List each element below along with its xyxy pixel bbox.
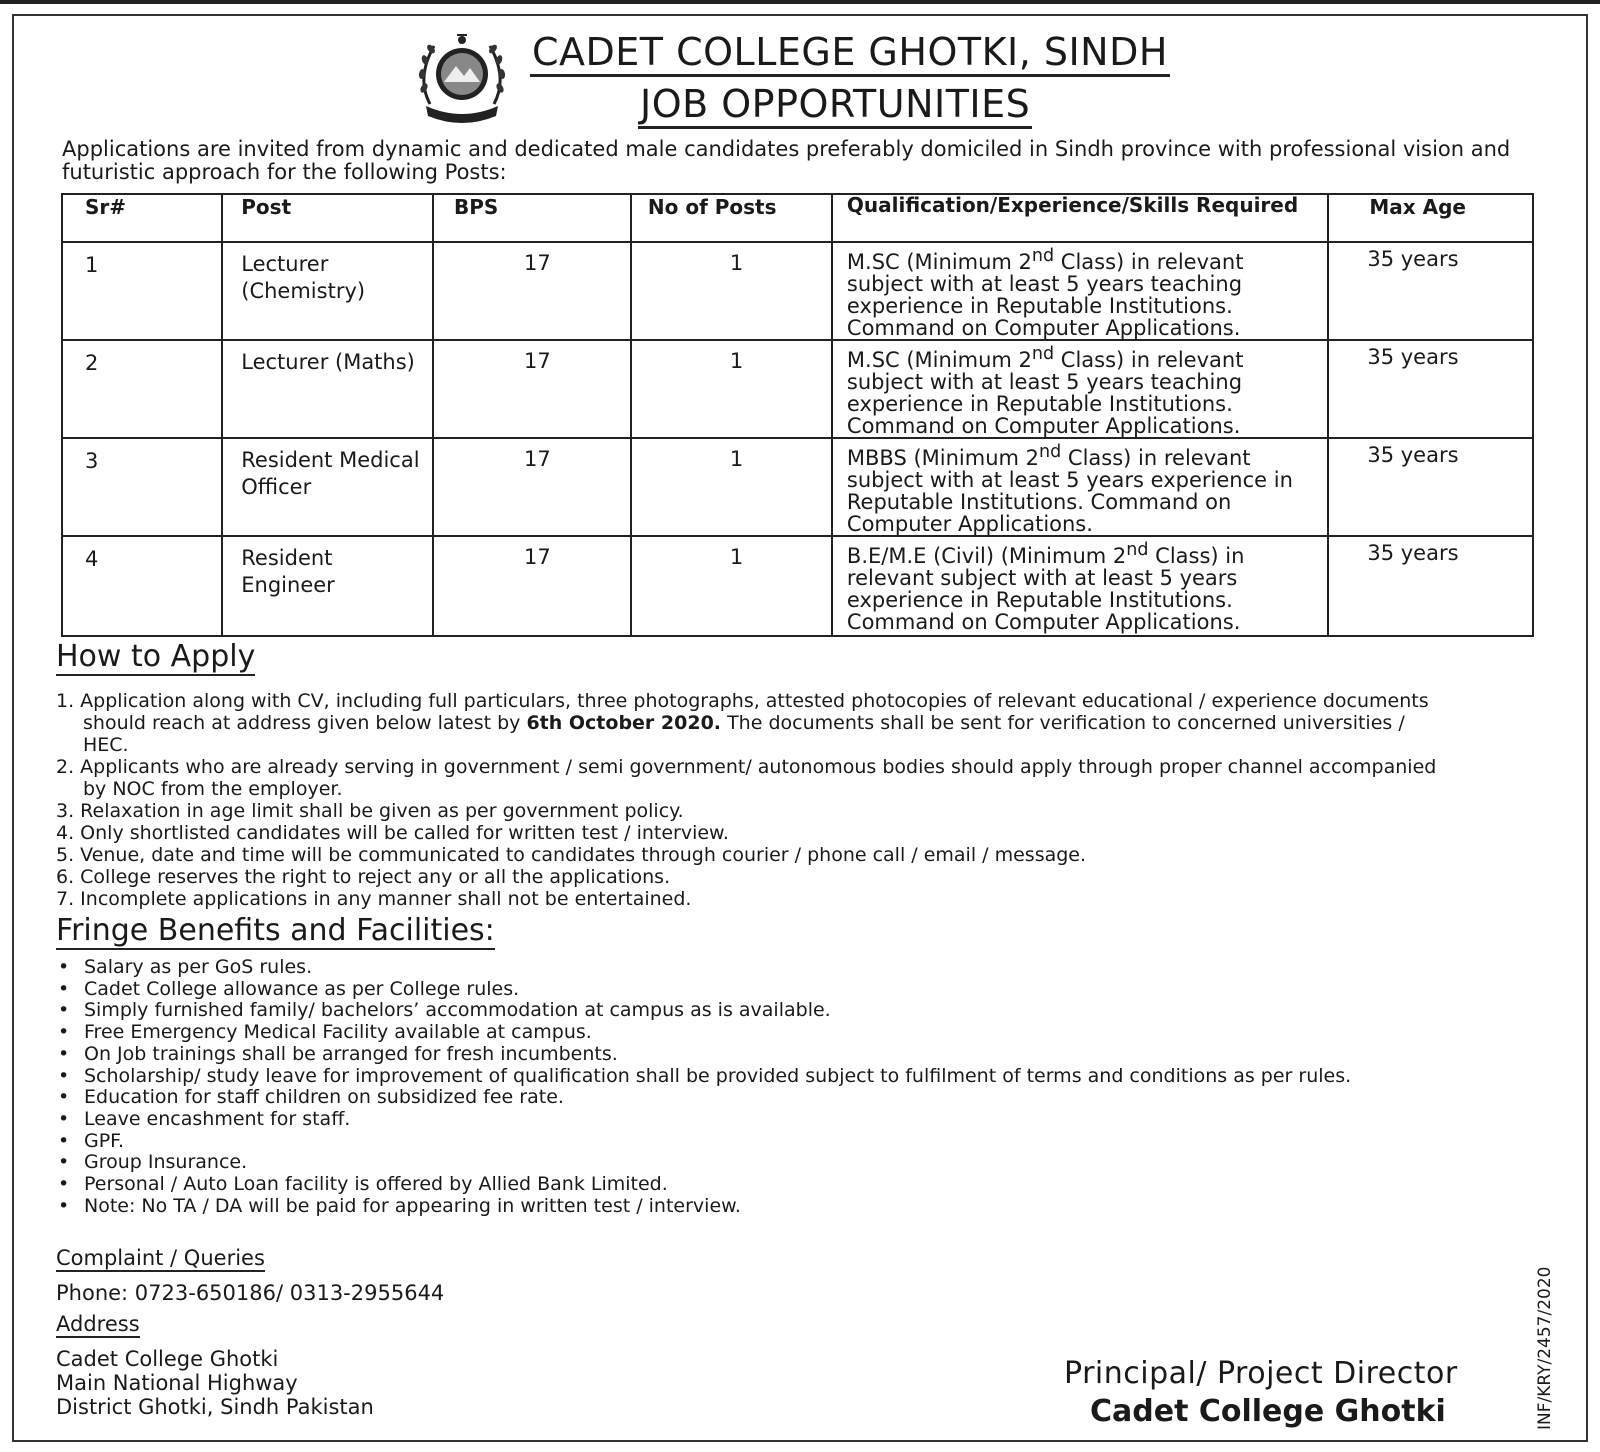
- address-heading: Address: [56, 1312, 140, 1336]
- qual-text: Class) in relevant subject with at least 5 years teaching experience in Reputable Institutions. Command on Computer Applications.: [846, 250, 1244, 340]
- list-item-text: Scholarship/ study leave for improvement of qualification shall be provided subject to fulfilment of terms and conditions as per rules.: [84, 1064, 1352, 1087]
- cell-sr: 4: [62, 536, 222, 636]
- qual-superscript: nd: [1126, 540, 1149, 560]
- reference-number: INF/KRY/2457/2020: [1535, 1266, 1555, 1430]
- list-item-text: Simply furnished family/ bachelors’ accommodation at campus as is available.: [84, 999, 831, 1022]
- header-post: Post: [222, 194, 433, 242]
- top-rule: [0, 0, 1600, 4]
- qual-text: M.SC (Minimum 2: [846, 348, 1032, 372]
- list-item: [56, 1066, 1486, 1088]
- list-item-text: Free Emergency Medical Facility available at campus.: [84, 1021, 592, 1044]
- address-block: [56, 1347, 374, 1419]
- list-item: [56, 1196, 1486, 1218]
- list-item-text: On Job trainings shall be arranged for fresh incumbents.: [84, 1042, 618, 1065]
- cell-sr: 3: [62, 438, 222, 536]
- header-max-age: Max Age: [1328, 194, 1533, 242]
- list-item: 3. Relaxation in age limit shall be given as per government policy.: [56, 800, 684, 822]
- list-item-text: Leave encashment for staff.: [84, 1107, 351, 1130]
- cell-qualification: [832, 438, 1328, 536]
- qual-text: MBBS (Minimum 2: [846, 446, 1040, 470]
- qual-text: Class) in relevant subject with at least 5 years teaching experience in Reputable Institutions. Command on Computer Applications.: [846, 348, 1244, 438]
- cell-no-of-posts: 1: [631, 242, 832, 340]
- qual-superscript: nd: [1039, 442, 1062, 462]
- list-item: 4. Only shortlisted candidates will be called for written test / interview.: [56, 822, 729, 844]
- qual-text: M.SC (Minimum 2: [846, 250, 1032, 274]
- list-item-text: Note: No TA / DA will be paid for appearing in written test / interview.: [84, 1194, 741, 1217]
- cell-max-age: 35 years: [1328, 536, 1533, 636]
- table-row: [62, 536, 1533, 636]
- cell-qualification: [832, 536, 1328, 636]
- cell-post: Resident Medical Officer: [222, 438, 433, 536]
- header-qualification: Qualification/Experience/Skills Required: [832, 194, 1328, 242]
- fringe-benefits-heading: Fringe Benefits and Facilities:: [56, 913, 495, 948]
- complaint-heading: Complaint / Queries: [56, 1246, 265, 1270]
- address-line: Main National Highway: [56, 1371, 298, 1395]
- cell-qualification: [832, 340, 1328, 438]
- bullet-icon: •: [58, 1086, 70, 1109]
- cell-bps: 17: [433, 438, 631, 536]
- cell-sr: 2: [62, 340, 222, 438]
- intro-paragraph: Applications are invited from dynamic and dedicated male candidates preferably domiciled in Sindh province with professional vision and futuristic approach for the following Posts:: [62, 137, 1511, 184]
- list-item: [56, 979, 1486, 1001]
- table-row: [62, 340, 1533, 438]
- list-item: [56, 1152, 1486, 1174]
- list-item-text: 1. Application along with CV, including full particulars, three photographs, attested photocopies of relevant educational / experience documents should reach at address given below latest by: [56, 690, 1429, 734]
- list-item: [56, 1109, 1486, 1131]
- qual-superscript: nd: [1031, 246, 1055, 266]
- fringe-benefits-list: [56, 957, 1486, 1217]
- list-item-text: Group Insurance.: [84, 1151, 248, 1174]
- list-item: 2. Applicants who are already serving in government / semi government/ autonomous bodies should apply through proper channel accompanied by NOC from the employer.: [56, 756, 1437, 800]
- header-bps: BPS: [433, 194, 631, 242]
- list-item: 7. Incomplete applications in any manner shall not be entertained.: [56, 888, 692, 910]
- bullet-icon: •: [58, 1194, 70, 1217]
- bullet-icon: •: [58, 1129, 70, 1152]
- phone-numbers: Phone: 0723-650186/ 0313-2955644: [56, 1281, 445, 1305]
- bullet-icon: •: [58, 1173, 70, 1196]
- cell-post: Lecturer (Maths): [222, 340, 433, 438]
- list-item-text: Salary as per GoS rules.: [84, 956, 313, 978]
- list-item: 5. Venue, date and time will be communicated to candidates through courier / phone call / email / message.: [56, 844, 1087, 866]
- how-to-apply-list: [56, 690, 1456, 910]
- cell-post: Lecturer (Chemistry): [222, 242, 433, 340]
- list-item: 6. College reserves the right to reject any or all the applications.: [56, 866, 671, 888]
- header-sr: Sr#: [62, 194, 222, 242]
- cell-bps: 17: [433, 536, 631, 636]
- how-to-apply-heading: How to Apply: [56, 639, 256, 674]
- cell-bps: 17: [433, 340, 631, 438]
- list-item-text: Personal / Auto Loan facility is offered by Allied Bank Limited.: [84, 1173, 668, 1196]
- qual-text: Class) in relevant subject with at least 5 years experience in Reputable Institutions. Command on Computer Applications.: [846, 446, 1293, 536]
- list-item: [56, 957, 1486, 979]
- cell-no-of-posts: 1: [631, 536, 832, 636]
- qual-text: B.E/M.E (Civil) (Minimum 2: [846, 544, 1127, 568]
- bullet-icon: •: [58, 999, 70, 1022]
- cell-max-age: 35 years: [1328, 340, 1533, 438]
- deadline-date: 6th October 2020.: [526, 712, 722, 734]
- cell-no-of-posts: 1: [631, 340, 832, 438]
- bullet-icon: •: [58, 1107, 70, 1130]
- list-item: [56, 1131, 1486, 1153]
- cell-bps: 17: [433, 242, 631, 340]
- header-no-of-posts: No of Posts: [631, 194, 832, 242]
- address-line: Cadet College Ghotki: [56, 1347, 279, 1371]
- list-item: [56, 1022, 1486, 1044]
- list-item: [56, 1174, 1486, 1196]
- address-line: District Ghotki, Sindh Pakistan: [56, 1395, 374, 1419]
- list-item-text: Cadet College allowance as per College rules.: [84, 977, 520, 1000]
- list-item: [56, 1087, 1486, 1109]
- cell-post: Resident Engineer: [222, 536, 433, 636]
- table-row: [62, 242, 1533, 340]
- bullet-icon: •: [58, 1042, 70, 1065]
- page-title: CADET COLLEGE GHOTKI, SINDH: [530, 30, 1170, 77]
- jobs-table: [61, 193, 1534, 637]
- college-crest-icon: [412, 26, 512, 126]
- bullet-icon: •: [58, 1151, 70, 1174]
- list-item: [56, 690, 1456, 756]
- cell-qualification: [832, 242, 1328, 340]
- cell-max-age: 35 years: [1328, 438, 1533, 536]
- list-item-text: GPF.: [84, 1129, 125, 1152]
- table-row: [62, 438, 1533, 536]
- bullet-icon: •: [58, 956, 70, 978]
- page-subtitle: JOB OPPORTUNITIES: [638, 82, 1032, 129]
- bullet-icon: •: [58, 1021, 70, 1044]
- cell-max-age: 35 years: [1328, 242, 1533, 340]
- signature-title: Principal/ Project Director: [1064, 1356, 1458, 1391]
- qual-superscript: nd: [1031, 344, 1055, 364]
- list-item-text: The documents shall be sent for verification to concerned universities / HEC.: [83, 712, 1405, 756]
- bullet-icon: •: [58, 1064, 70, 1087]
- list-item: [56, 1000, 1486, 1022]
- list-item: [56, 1044, 1486, 1066]
- signature-institution: Cadet College Ghotki: [1090, 1394, 1446, 1429]
- cell-sr: 1: [62, 242, 222, 340]
- qual-text: Class) in relevant subject with at least 5 years experience in Reputable Institutions. Command on Computer Applications.: [846, 544, 1245, 634]
- bullet-icon: •: [58, 977, 70, 1000]
- list-item-text: Education for staff children on subsidized fee rate.: [84, 1086, 564, 1109]
- table-header-row: [62, 194, 1533, 242]
- cell-no-of-posts: 1: [631, 438, 832, 536]
